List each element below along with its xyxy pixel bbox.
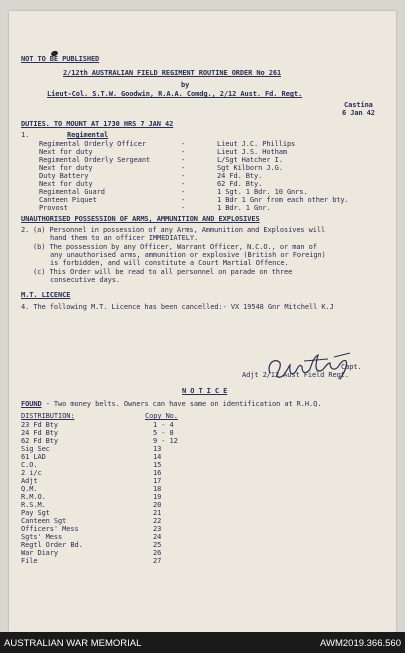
distribution-recipient: Sgts' Mess xyxy=(21,533,63,541)
distribution-recipient: 24 Fd Bty xyxy=(21,429,59,437)
duty-dash: - xyxy=(181,188,186,196)
distribution-recipient: Sig Sec xyxy=(21,445,50,453)
distribution-copy-no: 14 xyxy=(153,453,162,461)
duty-value: 62 Fd. Bty. xyxy=(217,180,263,188)
distribution-recipient: File xyxy=(21,557,38,565)
arms-b-line2: any unauthorised arms, ammunition or explosive (British or Foreign) xyxy=(50,251,326,259)
duty-dash: - xyxy=(181,148,186,156)
footer-bar xyxy=(0,632,405,653)
duty-value: 24 Fd. Bty. xyxy=(217,172,263,180)
distribution-recipient: Adjt xyxy=(21,477,38,485)
distribution-recipient: 2 i/c xyxy=(21,469,42,477)
duty-dash: - xyxy=(181,172,186,180)
distribution-copy-no: 23 xyxy=(153,525,162,533)
duty-value: Sgt Kilborn J.G. xyxy=(217,164,283,172)
duty-value: Lieut J.S. Hotham xyxy=(217,148,287,156)
duty-dash: - xyxy=(181,156,186,164)
distribution-recipient: 61 LAD xyxy=(21,453,46,461)
distribution-recipient: War Diary xyxy=(21,549,59,557)
duties-heading: DUTIES. TO MOUNT AT 1730 HRS 7 JAN 42 xyxy=(21,120,174,128)
duty-label: Regimental Guard xyxy=(39,188,105,196)
duty-label: Regimental Orderly Sergeant xyxy=(39,156,151,164)
found-label: FOUND xyxy=(21,400,42,408)
distribution-copy-no: 9 - 12 xyxy=(153,437,178,445)
duty-value: Lieut J.C. Phillips xyxy=(217,140,296,148)
notice-heading: N O T I C E xyxy=(182,387,228,395)
duty-value: L/Sgt Hatcher I. xyxy=(217,156,283,164)
arms-a-line1: (a) Personnel in possession of any Arms, Ammunition and Explosives will xyxy=(33,226,326,234)
distribution-copy-no: 27 xyxy=(153,557,162,565)
duty-dash: - xyxy=(181,180,186,188)
licence-heading: M.T. LICENCE xyxy=(21,291,71,299)
footer-credit: AUSTRALIAN WAR MEMORIAL xyxy=(4,638,142,649)
duty-label: Duty Battery xyxy=(39,172,89,180)
arms-c-line1: (c) This Order will be read to all personnel on parade on three xyxy=(33,268,293,276)
distribution-copy-no: 15 xyxy=(153,461,162,469)
footer-accession-id: AWM2019.366.560 xyxy=(320,638,401,649)
distribution-copy-no: 19 xyxy=(153,493,162,501)
distribution-copy-no: 13 xyxy=(153,445,162,453)
distribution-recipient: Regtl Order Bd. xyxy=(21,541,83,549)
by-label: by xyxy=(181,81,190,89)
duty-value: 1 Bdr 1 Gnr from each other bty. xyxy=(217,196,349,204)
order-title: 2/12th AUSTRALIAN FIELD REGIMENT ROUTINE ORDER No 261 xyxy=(63,69,282,77)
duty-label: Provost xyxy=(39,204,68,212)
distribution-recipient: 23 Fd Bty xyxy=(21,421,59,429)
duty-label: Next for duty xyxy=(39,148,93,156)
distribution-copy-no: 1 - 4 xyxy=(153,421,174,429)
licence-text: 4. The following M.T. Licence has been cancelled:- VX 19548 Gnr Mitchell K.J xyxy=(21,303,334,311)
distribution-recipient: Officers' Mess xyxy=(21,525,79,533)
duty-dash: - xyxy=(181,164,186,172)
arms-b-line1: (b) The possession by any Officer, Warrant Officer, N.C.O., or man of xyxy=(33,243,317,251)
distribution-recipient: R.M.O. xyxy=(21,493,46,501)
duties-num: 1. xyxy=(21,131,30,139)
distribution-recipient: 62 Fd Bty xyxy=(21,437,59,445)
date-label: 6 Jan 42 xyxy=(342,109,375,117)
duty-dash: - xyxy=(181,140,186,148)
distribution-recipient: Pay Sgt xyxy=(21,509,50,517)
distribution-copy-no: 25 xyxy=(153,541,162,549)
found-line xyxy=(21,400,321,408)
duty-value: 1 Bdr. 1 Gnr. xyxy=(217,204,271,212)
distribution-copy-no: 5 - 8 xyxy=(153,429,174,437)
distribution-recipient: C.O. xyxy=(21,461,38,469)
not-published-label: NOT TO BE PUBLISHED xyxy=(21,55,100,63)
distribution-copy-no: 24 xyxy=(153,533,162,541)
duty-value: 1 Sgt. 1 Bdr. 10 Gnrs. xyxy=(217,188,308,196)
signature-title: Adjt 2/12 Aust Field Regt. xyxy=(242,371,349,379)
arms-b-line3: is forbidden, and will constitute a Court Martial Offence. xyxy=(50,259,289,267)
distribution-recipient: R.S.M. xyxy=(21,501,46,509)
distribution-copy-no: 22 xyxy=(153,517,162,525)
duties-subheading: Regimental xyxy=(67,131,109,139)
distribution-copy-no: 18 xyxy=(153,485,162,493)
duty-dash: - xyxy=(181,196,186,204)
copy-no-heading: Copy No. xyxy=(145,412,178,420)
distribution-copy-no: 26 xyxy=(153,549,162,557)
author-line: Lieut-Col. S.T.W. Goodwin, R.A.A. Comdg., 2/12 Aust. Fd. Regt. xyxy=(47,90,303,98)
distribution-recipient: Canteen Sgt xyxy=(21,517,67,525)
arms-num: 2. xyxy=(21,226,30,234)
arms-c-line2: consecutive days. xyxy=(50,276,120,284)
duty-dash: - xyxy=(181,204,186,212)
duty-label: Canteen Piquet xyxy=(39,196,97,204)
arms-a-line2: hand them to an officer IMMEDIATELY. xyxy=(50,234,199,242)
duty-label: Next for duty xyxy=(39,180,93,188)
distribution-copy-no: 20 xyxy=(153,501,162,509)
duty-label: Regimental Orderly Officer xyxy=(39,140,146,148)
signature-rank: Capt. xyxy=(341,363,362,371)
distribution-recipient: Q.M. xyxy=(21,485,38,493)
distribution-heading: DISTRIBUTION: xyxy=(21,412,75,420)
document-page xyxy=(9,11,396,632)
distribution-copy-no: 21 xyxy=(153,509,162,517)
distribution-copy-no: 17 xyxy=(153,477,162,485)
distribution-copy-no: 16 xyxy=(153,469,162,477)
found-text: - Two money belts. Owners can have same on identification at R.H.Q. xyxy=(45,400,322,408)
place-label: Castina xyxy=(344,101,373,109)
arms-heading: UNAUTHORISED POSSESSION OF ARMS, AMMUNITION AND EXPLOSIVES xyxy=(21,215,260,223)
duty-label: Next for duty xyxy=(39,164,93,172)
